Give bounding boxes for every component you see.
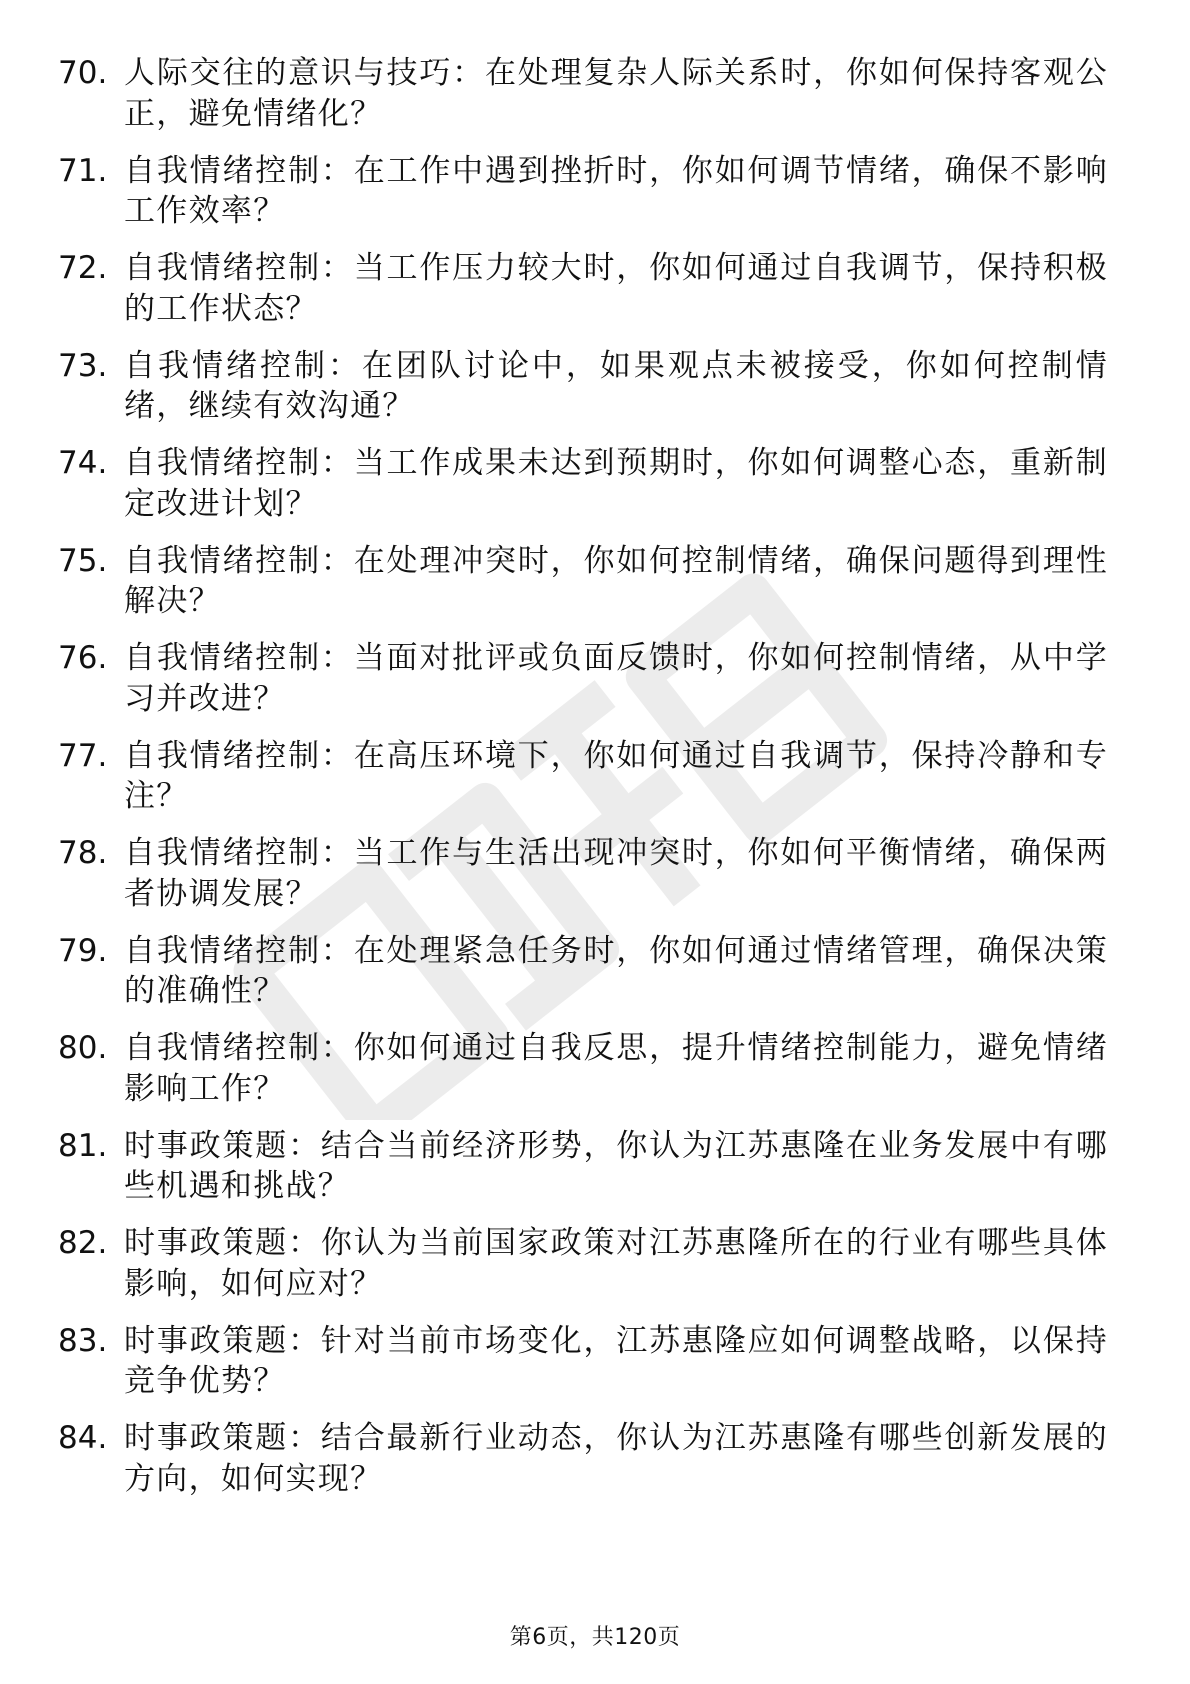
page-footer: 第6页，共120页	[509, 1625, 681, 1650]
question-item	[58, 1223, 1108, 1304]
question-text: 自我情绪控制：在工作中遇到挫折时，你如何调节情绪，确保不影响工作效率？	[124, 152, 1108, 229]
question-item	[58, 1126, 1108, 1207]
question-text: 人际交往的意识与技巧：在处理复杂人际关系时，你如何保持客观公正，避免情绪化？	[124, 55, 1108, 132]
question-number: 83.	[58, 1322, 108, 1359]
question-text: 时事政策题：针对当前市场变化，江苏惠隆应如何调整战略，以保持竞争优势？	[124, 1322, 1108, 1399]
question-item	[58, 151, 1108, 232]
question-number: 75.	[58, 542, 108, 579]
question-text: 自我情绪控制：当工作压力较大时，你如何通过自我调节，保持积极的工作状态？	[124, 250, 1108, 327]
question-number: 82.	[58, 1225, 108, 1261]
question-item	[58, 1321, 1108, 1402]
question-item	[58, 248, 1108, 329]
question-list	[58, 53, 1108, 1516]
question-item	[58, 346, 1108, 427]
question-number: 72.	[58, 250, 108, 286]
question-number: 70.	[58, 55, 108, 91]
question-number: 77.	[58, 737, 108, 774]
question-item	[58, 638, 1108, 719]
question-text: 自我情绪控制：你如何通过自我反思，提升情绪控制能力，避免情绪影响工作？	[124, 1030, 1108, 1107]
question-item	[58, 833, 1108, 914]
question-number: 81.	[58, 1127, 108, 1164]
question-number: 79.	[58, 932, 108, 969]
question-item	[58, 541, 1108, 622]
question-text: 自我情绪控制：在高压环境下，你如何通过自我调节，保持冷静和专注？	[124, 737, 1108, 814]
question-number: 78.	[58, 835, 108, 871]
question-item	[58, 1418, 1108, 1499]
question-text: 自我情绪控制：当面对批评或负面反馈时，你如何控制情绪，从中学习并改进？	[124, 640, 1108, 717]
question-text: 自我情绪控制：当工作成果未达到预期时，你如何调整心态，重新制定改进计划？	[124, 445, 1108, 522]
question-item	[58, 1028, 1108, 1109]
question-text: 时事政策题：结合当前经济形势，你认为江苏惠隆在业务发展中有哪些机遇和挑战？	[124, 1127, 1108, 1204]
question-text: 自我情绪控制：当工作与生活出现冲突时，你如何平衡情绪，确保两者协调发展？	[124, 835, 1108, 912]
question-text: 自我情绪控制：在团队讨论中，如果观点未被接受，你如何控制情绪，继续有效沟通？	[124, 347, 1108, 424]
question-text: 自我情绪控制：在处理冲突时，你如何控制情绪，确保问题得到理性解决？	[124, 542, 1108, 619]
question-text: 时事政策题：结合最新行业动态，你认为江苏惠隆有哪些创新发展的方向，如何实现？	[124, 1420, 1108, 1497]
question-text: 时事政策题：你认为当前国家政策对江苏惠隆所在的行业有哪些具体影响，如何应对？	[124, 1225, 1108, 1302]
question-item	[58, 736, 1108, 817]
question-number: 71.	[58, 152, 108, 189]
question-item	[58, 53, 1108, 134]
question-number: 84.	[58, 1420, 108, 1456]
question-text: 自我情绪控制：在处理紧急任务时，你如何通过情绪管理，确保决策的准确性？	[124, 932, 1108, 1009]
question-number: 76.	[58, 640, 108, 676]
question-item	[58, 931, 1108, 1012]
question-number: 73.	[58, 347, 108, 384]
question-item	[58, 443, 1108, 524]
question-number: 80.	[58, 1030, 108, 1066]
question-number: 74.	[58, 445, 108, 481]
